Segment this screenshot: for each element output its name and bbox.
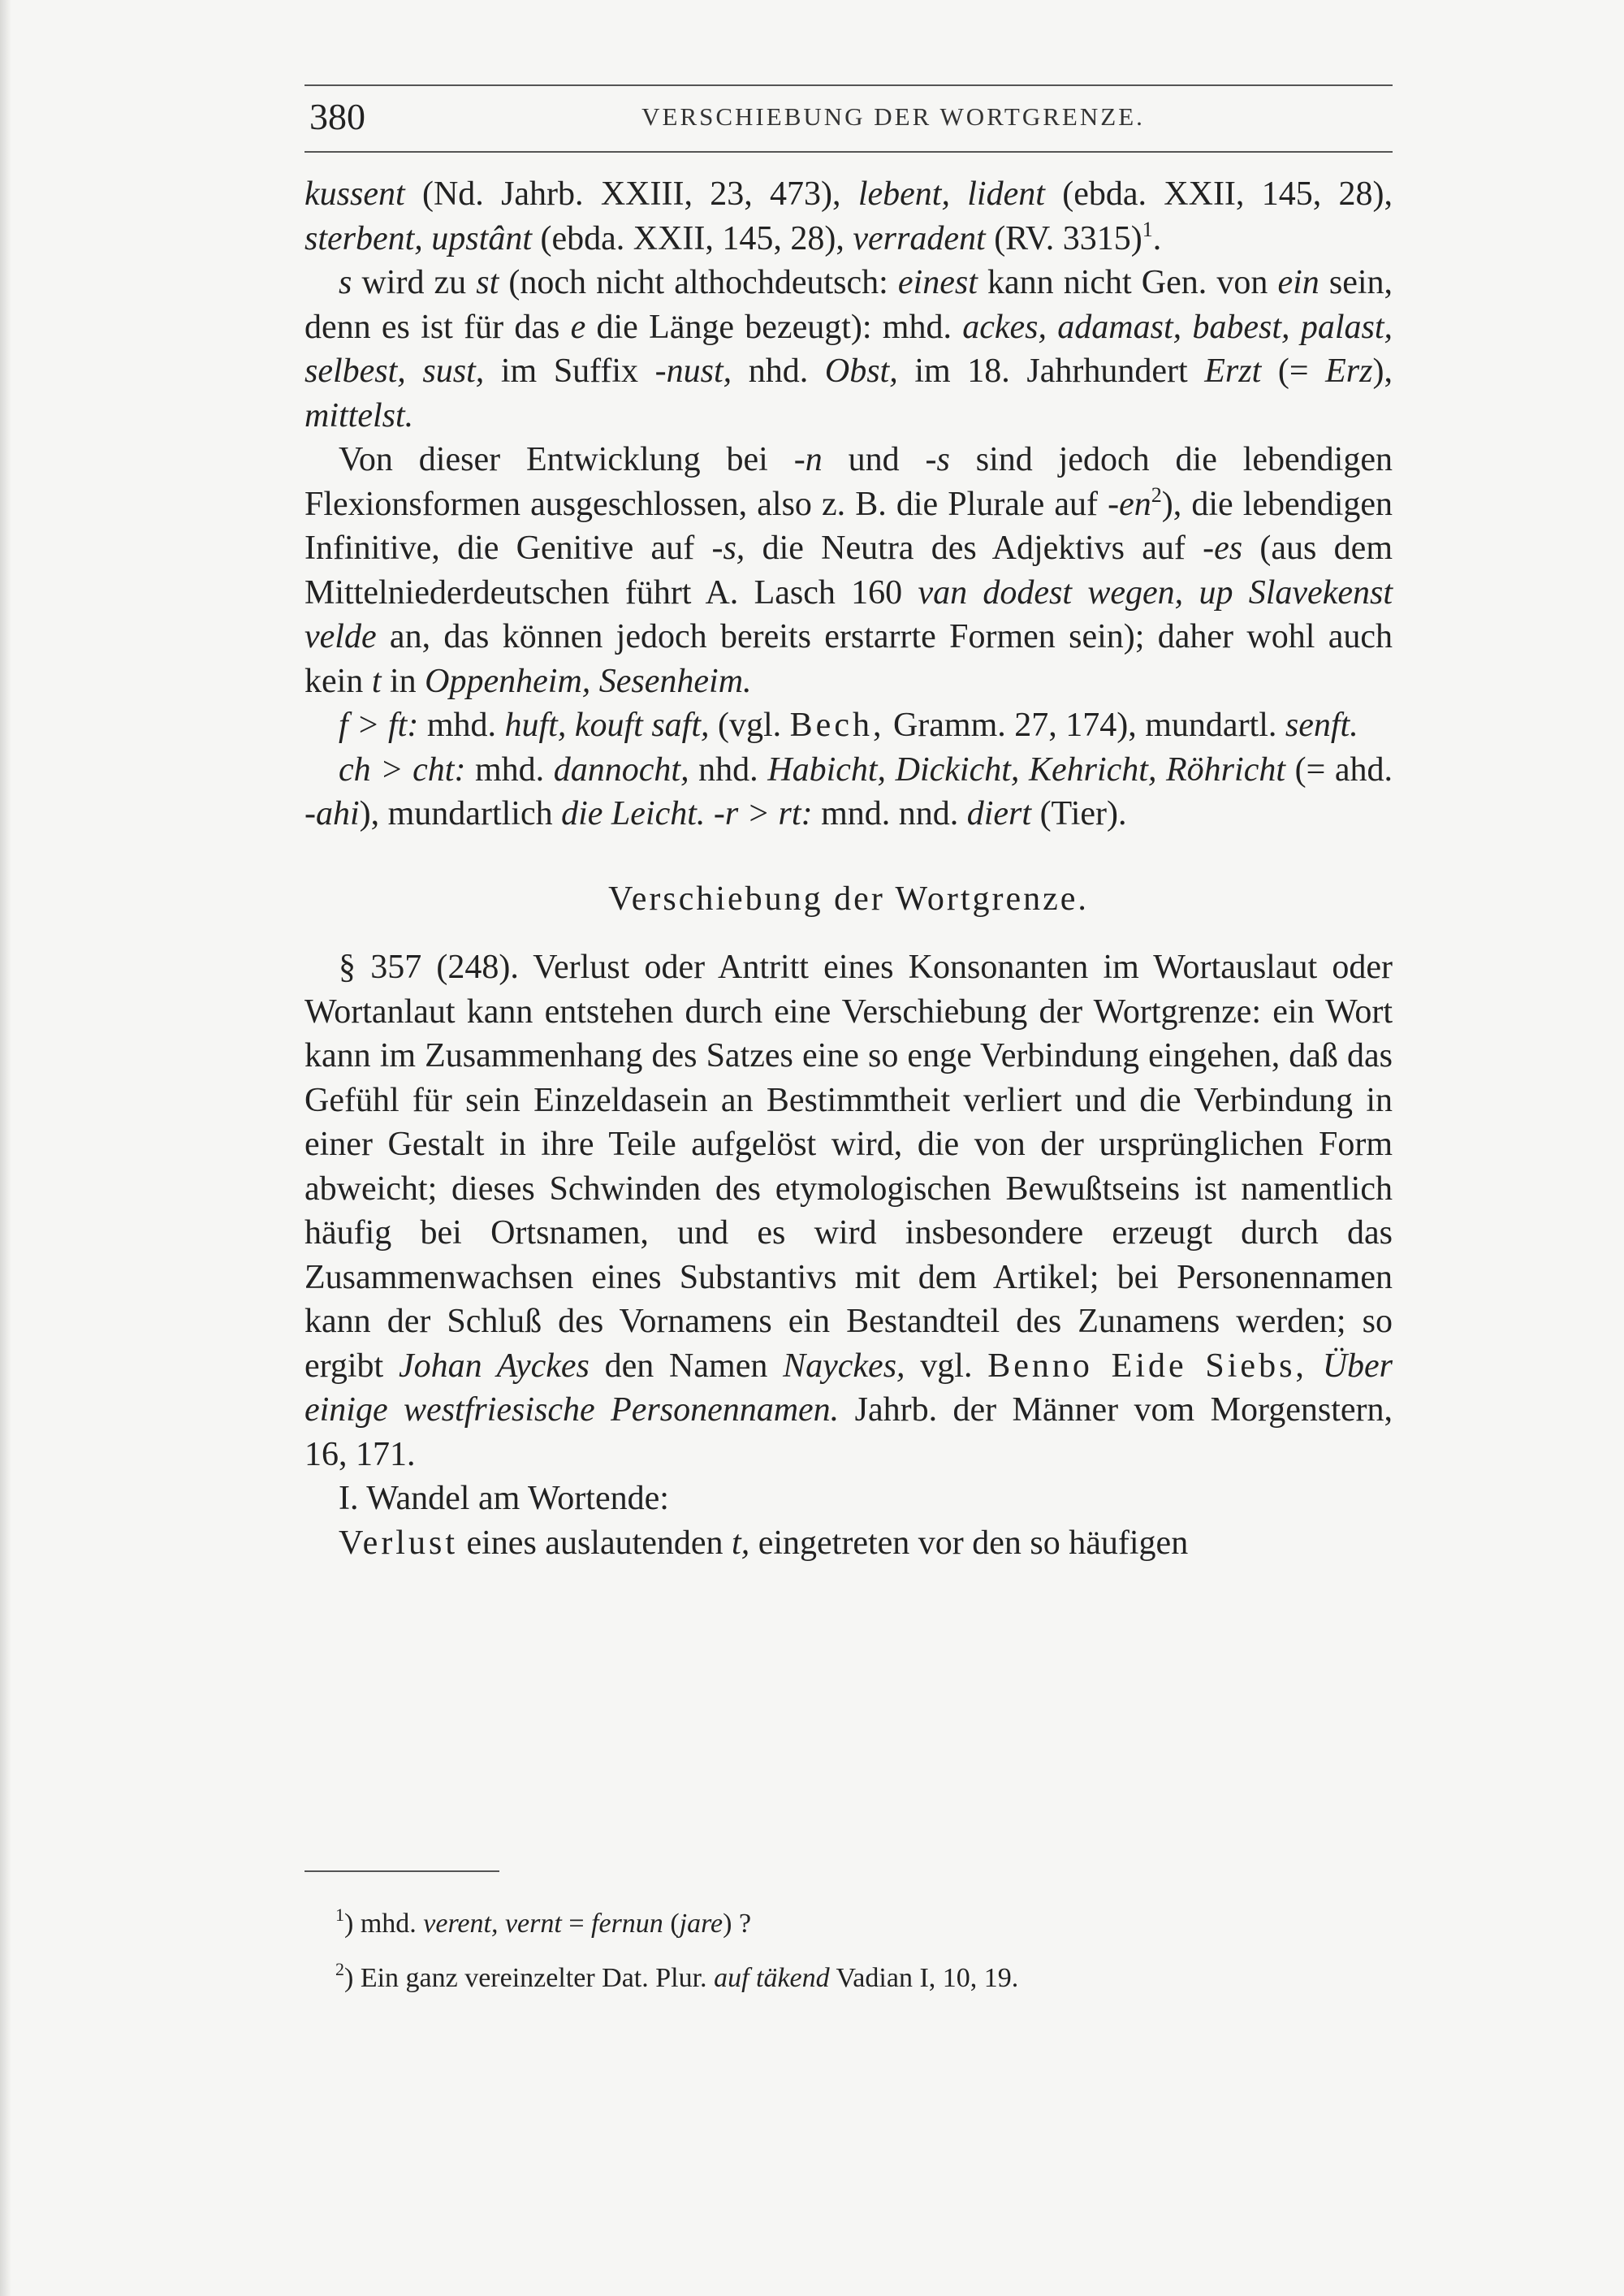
example-word: Habicht, Dickicht, Kehricht, Röhricht [767, 750, 1286, 789]
text-run: (= [1261, 352, 1326, 390]
text-run: vgl. [905, 1347, 988, 1385]
example-word: huft, kouft saft, [504, 707, 710, 744]
text-run: mnd. nnd. [812, 795, 967, 832]
text-run: die Neutra des Adjektivs auf [745, 530, 1203, 567]
footnote-ref-2: 2 [1151, 482, 1162, 507]
text-run: (Tier). [1031, 795, 1127, 832]
example-word: f > ft: [339, 707, 419, 744]
text-run: mhd. [465, 750, 554, 789]
footnotes [335, 1892, 1391, 2001]
text-run: ), mundartlich [359, 795, 562, 832]
example-word: ein [1277, 264, 1320, 301]
example-word: diert [966, 795, 1032, 832]
example-word: -nust, [654, 352, 732, 390]
example-word: Nayckes, [783, 1347, 905, 1385]
example-word: kussent [304, 175, 405, 213]
paragraph-4 [304, 703, 1393, 748]
example-word: -n [793, 441, 823, 478]
example-word: sterbent, upstânt [304, 219, 532, 257]
text-run: an, das können jedoch bereits erstarrte Formen sein); daher wohl auch kein [304, 618, 1393, 700]
text-run: (vgl. [709, 707, 790, 744]
example-word: e [570, 308, 586, 346]
section-heading [304, 877, 1393, 922]
example-word: Johan Ayckes [398, 1347, 590, 1385]
example-word: dannocht, [553, 750, 689, 789]
paragraph-6 [304, 945, 1393, 1477]
example-word: Obst, [824, 352, 898, 390]
text-run: I. Wandel am Wortende: [339, 1480, 669, 1517]
text-run: . [1152, 219, 1162, 257]
text-run: den Namen [589, 1347, 784, 1385]
text-run: nhd. [689, 750, 768, 789]
text-run: ) ? [723, 1909, 752, 1939]
example-word: st [476, 264, 499, 301]
footnote-divider [304, 1870, 499, 1872]
text-run: (Nd. Jahrb. XXIII, 23, 473), [404, 175, 858, 213]
text-run: ), [1372, 352, 1393, 390]
text-run: eingetreten vor den so häufigen [749, 1524, 1189, 1562]
footnote-mark: 1 [335, 1905, 344, 1925]
paragraph-2 [304, 261, 1393, 438]
page-edge-shadow [0, 0, 11, 2296]
text-run: Jahrb. der Männer vom Morgenstern, 16, 171. [304, 1391, 1393, 1473]
text-run: ) Ein ganz vereinzelter Dat. Plur. [344, 1963, 715, 1993]
text-run [1307, 1347, 1323, 1385]
text-run: = [561, 1909, 592, 1939]
text-run: im Suffix [484, 352, 655, 390]
footnote-1 [335, 1892, 1391, 1947]
example-word: die Leicht. -r > rt: [561, 795, 813, 832]
example-word: mittelst. [304, 396, 414, 435]
example-word: verent, vernt [423, 1909, 562, 1939]
example-word: jare [679, 1909, 723, 1939]
example-word: Oppenheim, Sesenheim. [425, 662, 752, 700]
example-word: fernun [591, 1909, 663, 1939]
text-run: sind jedoch die lebendigen Flexionsformen ausgeschlossen, also z. B. die Plurale auf [304, 441, 1393, 523]
text-run: Gramm. 27, 174), mundartl. [884, 707, 1285, 744]
text-run: und [822, 441, 926, 478]
paragraph-1 [304, 172, 1393, 261]
footnote-mark: 2 [335, 1959, 344, 1979]
text-run: ( [663, 1909, 680, 1939]
text-run: in [381, 662, 425, 700]
text-run: (ebda. XXII, 145, 28), [532, 219, 853, 257]
example-word: -ahi [304, 795, 360, 832]
body-text [304, 172, 1393, 1565]
example-word: t, [732, 1524, 750, 1562]
text-run: nhd. [732, 352, 825, 390]
cited-title: Über einige westfriesische Personennamen. [304, 1347, 1393, 1429]
example-word: einest [897, 264, 978, 301]
text-run: wird zu [352, 264, 477, 301]
spaced-author-name: Bech, [789, 707, 885, 744]
text-run: mhd. [418, 707, 505, 744]
text-run: sein, denn es ist für das [304, 264, 1393, 346]
paragraph-5 [304, 748, 1393, 837]
example-word: Erzt [1204, 352, 1262, 390]
paragraph-7 [304, 1477, 1393, 1521]
text-run: (ebda. XXII, 145, 28), [1044, 175, 1393, 213]
example-word: auf täkend [714, 1963, 830, 1993]
text-run: kann nicht Gen. von [977, 264, 1278, 301]
example-word: ch > cht: [339, 750, 466, 789]
spaced-keyword: Verlust [339, 1524, 458, 1562]
example-word: senft. [1285, 707, 1358, 744]
text-run: im 18. Jahrhundert [897, 352, 1205, 390]
text-run: (RV. 3315) [985, 219, 1142, 257]
running-head: VERSCHIEBUNG DER WORTGRENZE. [641, 102, 1145, 131]
example-word: van dodest wegen, up Slavekenst velde [304, 573, 1393, 655]
paragraph-8 [304, 1521, 1393, 1566]
text-run: § 357 (248). Verlust oder Antritt eines Konsonanten im Wortauslaut oder Wortanlaut kann entstehen durch eine Verschiebung der Wortgrenze: ein Wort kann im Zusammenhang des Satzes eine so enge Verbindung eingehen, daß das Gefühl für sein Einzeldasein an Bestimmtheit verliert und die Verbindung in einer Gestalt in ihre Teile aufgelöst wird, die von der ursprünglichen Form abweicht; dieses Schwinden des etymologischen Bewußtseins ist namentlich häufig bei Ortsnamen, und es wird insbesondere erzeugt durch das Zusammenwachsen eines Substantivs mit dem Artikel; bei Personennamen kann der Schluß des Vornamens ein Bestandteil des Zunamens werden; so ergibt [304, 949, 1393, 1385]
page-header [304, 84, 1393, 153]
example-word: ackes, adamast, babest, palast, selbest, sust, [304, 308, 1393, 390]
spaced-author-name: Benno Eide Siebs, [987, 1347, 1307, 1385]
section-heading-text: Verschiebung der Wortgrenze. [608, 880, 1089, 918]
example-word: Erz [1325, 352, 1373, 390]
example-word: -s [925, 441, 950, 478]
page-number: 380 [309, 96, 365, 137]
text-run: ), die lebendigen Infinitive, die Genitive auf [304, 485, 1393, 567]
text-run: Vadian I, 10, 19. [829, 1963, 1019, 1993]
footnote-2 [335, 1947, 1391, 2001]
text-run: (aus dem Mittelniederdeutschen führt A. Lasch 160 [304, 530, 1393, 612]
example-word: -es [1203, 530, 1243, 567]
text-run: (noch nicht althochdeutsch: [499, 264, 898, 301]
example-word: t [371, 662, 382, 700]
text-run: (= ahd. [1285, 750, 1393, 789]
example-word: lebent, lident [857, 175, 1045, 213]
paragraph-3 [304, 438, 1393, 703]
text-run: die Länge bezeugt): mhd. [585, 308, 963, 346]
text-run: ) mhd. [344, 1909, 424, 1939]
example-word: -en [1108, 485, 1151, 523]
footnote-ref-1: 1 [1142, 217, 1153, 241]
text-run: eines auslautenden [458, 1524, 732, 1562]
example-word: -s, [711, 530, 745, 567]
example-word: verradent [853, 219, 986, 257]
example-word: s [339, 264, 352, 301]
text-run: Von dieser Entwicklung bei [339, 441, 794, 478]
